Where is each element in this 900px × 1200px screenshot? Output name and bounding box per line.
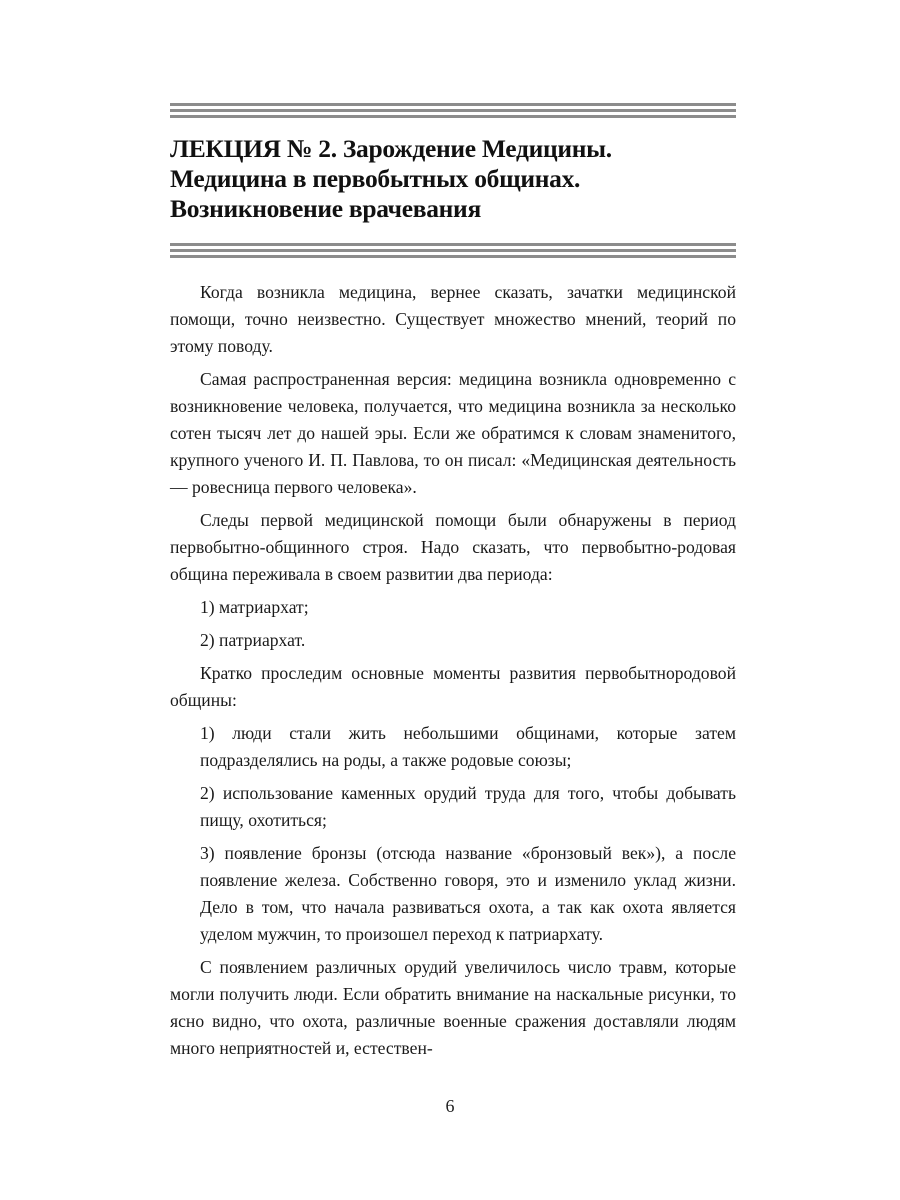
top-decorative-rule xyxy=(170,103,736,121)
paragraph-injuries: С появлением различных орудий увеличилось число травм, которые могли получить люди. Если обратить внимание на наскальные рисунки, то ясно видно, что охота, различные военные сражения доставляли людям много неприятностей и, естествен- xyxy=(170,957,736,1058)
rule-line xyxy=(170,109,736,112)
chapter-title xyxy=(170,134,740,224)
paragraph-common-version: Самая распространенная версия: медицина возникла одновременно с возникновение человека, получается, что медицина возникла за несколько сотен тысяч лет до нашей эры. Если же обратимся к словам знаменитого, крупного ученого И. П. Павлова, то он писал: «Медицинская деятельность — ровесница первого человека». xyxy=(170,369,736,497)
list-item-patriarchy: 2) патриархат. xyxy=(200,630,306,650)
rule-line xyxy=(170,249,736,252)
paragraph-origin: Когда возникла медицина, вернее сказать, зачатки медицинской помощи, точно неизвестно. Существует множество мнений, теорий по этому поводу. xyxy=(170,282,736,356)
bottom-decorative-rule xyxy=(170,243,736,261)
paragraph-main-moments: Кратко проследим основные моменты развития первобытнородовой общины: xyxy=(170,663,736,710)
chapter-title-line-2: Медицина в первобытных общинах. xyxy=(170,164,581,193)
rule-line xyxy=(170,243,736,246)
list-item-stone-tools: 2) использование каменных орудий труда для того, чтобы добывать пищу, охотиться; xyxy=(200,783,736,830)
paragraph-first-traces: Следы первой медицинской помощи были обнаружены в период первобытно-общинного строя. Надо сказать, что первобытно-родовая община переживала в своем развитии два периода: xyxy=(170,510,736,584)
page-number: 6 xyxy=(445,1096,455,1116)
list-item-bronze-age: 3) появление бронзы (отсюда название «бронзовый век»), а после появление железа. Собственно говоря, это и изменило уклад жизни. Дело в том, что начала развиваться охота, а так как охота является уделом мужчин, то произошел переход к патриархату. xyxy=(200,843,736,944)
body-text xyxy=(170,279,736,1068)
rule-line xyxy=(170,115,736,118)
list-item-communities: 1) люди стали жить небольшими общинами, которые затем подразделялись на роды, а также родовые союзы; xyxy=(200,723,736,770)
rule-line xyxy=(170,255,736,258)
chapter-title-line-1: ЛЕКЦИЯ № 2. Зарождение Медицины. xyxy=(170,134,612,163)
list-item-matriarchy: 1) матриархат; xyxy=(200,597,309,617)
rule-line xyxy=(170,103,736,106)
chapter-title-line-3: Возникновение врачевания xyxy=(170,194,481,223)
